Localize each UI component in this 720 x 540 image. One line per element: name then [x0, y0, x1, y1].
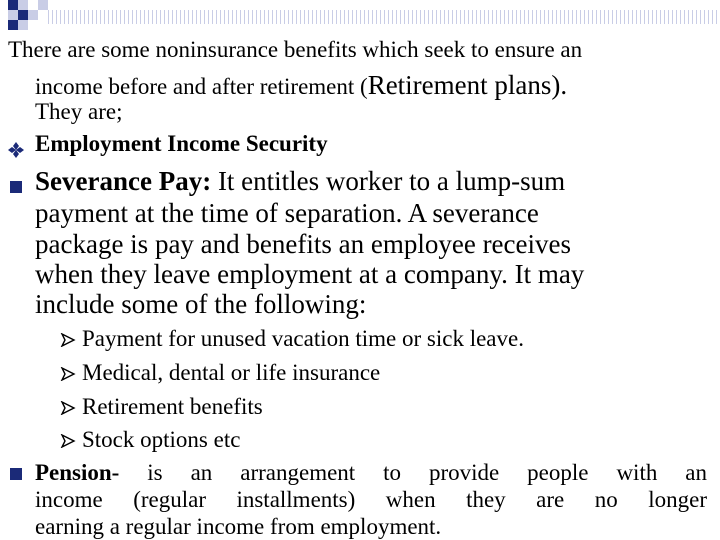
- intro-retirement-plans: Retirement plans).: [367, 70, 568, 100]
- pension-line-3: earning a regular income from employment.: [35, 514, 442, 539]
- sub-item-text: Retirement benefits: [82, 394, 263, 419]
- arrow-bullet-icon: [60, 367, 76, 381]
- sub-item-text: Payment for unused vacation time or sick leave.: [82, 326, 524, 351]
- sub-item: [60, 326, 524, 352]
- decor-square: [8, 20, 18, 30]
- square-bullet-icon: [10, 468, 22, 480]
- arrow-bullet-icon: [60, 401, 76, 415]
- sub-item: [60, 394, 263, 420]
- employment-heading: Employment Income Security: [35, 131, 328, 156]
- decor-square: [18, 20, 28, 30]
- decor-square: [8, 10, 18, 20]
- severance-line-2: payment at the time of separation. A severance: [35, 198, 539, 228]
- sub-item-text: Stock options etc: [82, 427, 241, 452]
- arrow-bullet-icon: [60, 333, 76, 347]
- diamond-bullet-icon: [7, 141, 25, 159]
- intro-line-2: [35, 70, 567, 101]
- decor-square: [28, 10, 38, 20]
- pension-line-1-justified: [35, 460, 707, 486]
- decor-square: [8, 0, 18, 10]
- pension-line-2-text: income (regular installments) when they are no longer: [35, 487, 707, 512]
- decor-square: [18, 0, 28, 10]
- severance-line-1: [35, 166, 565, 197]
- severance-term: Severance Pay:: [35, 166, 212, 196]
- intro-line-2-text: income before and after retirement (: [35, 74, 368, 99]
- severance-line-4: when they leave employment at a company. It may: [35, 259, 585, 289]
- pension-line-1-rest: is an arrangement to provide people with an: [119, 460, 707, 485]
- decor-square: [38, 0, 48, 10]
- arrow-bullet-icon: [60, 434, 76, 448]
- intro-line-3: They are;: [35, 99, 123, 124]
- severance-line-1-rest: It entitles worker to a lump-sum: [211, 166, 566, 196]
- intro-line-1: There are some noninsurance benefits which seek to ensure an: [8, 37, 583, 62]
- sub-item: [60, 427, 240, 453]
- decor-square: [18, 10, 28, 20]
- sub-item: [60, 360, 380, 386]
- pension-term: Pension-: [35, 460, 120, 485]
- pension-line-1: [35, 460, 707, 486]
- square-bullet-icon: [10, 181, 22, 193]
- sub-item-text: Medical, dental or life insurance: [82, 360, 381, 385]
- pension-line-2: [35, 487, 707, 513]
- header-stripe-band: [48, 10, 720, 24]
- severance-line-5: include some of the following:: [35, 289, 367, 319]
- severance-line-3: package is pay and benefits an employee receives: [35, 229, 572, 259]
